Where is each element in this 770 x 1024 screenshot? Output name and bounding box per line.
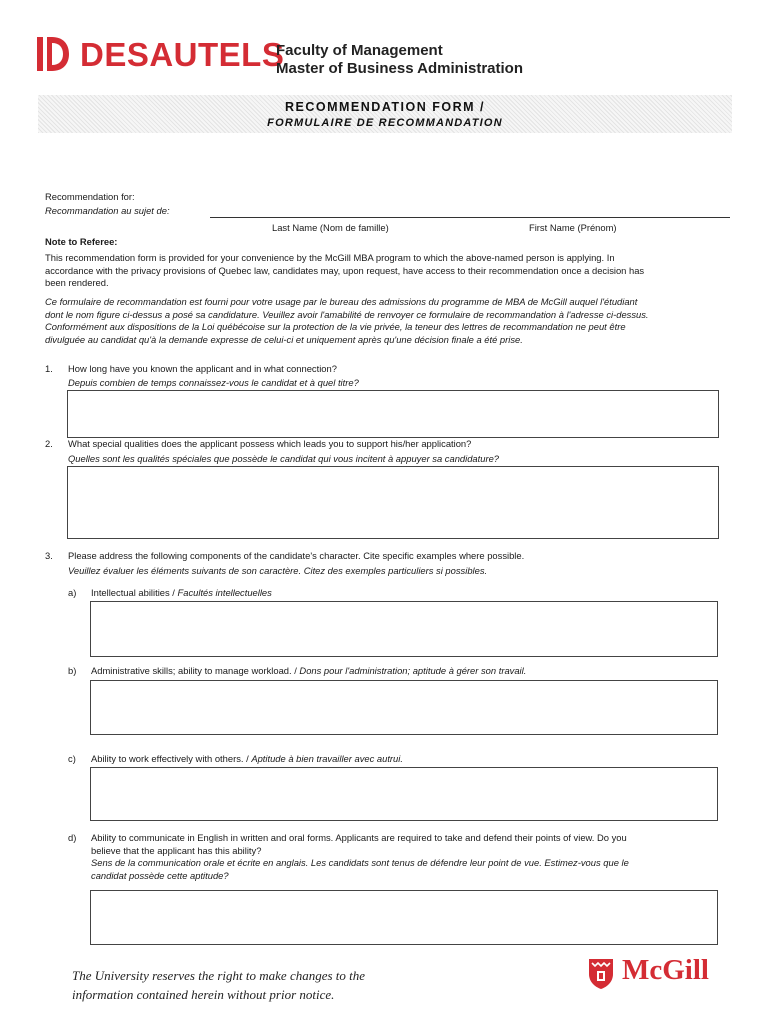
question-3a-en: Intellectual abilities / (91, 587, 178, 598)
question-3d-fr-line: Sens de la communication orale et écrite en anglais. Les candidats sont tenus de défendre leur point de vue. Estimez-vous que le (91, 857, 629, 868)
question-3d-text (91, 832, 731, 882)
question-3c-fr: Aptitude à bien travailler avec autrui. (251, 753, 403, 764)
note-en-line: accordance with the privacy provisions of Quebec law, candidates may, upon request, have access to their recommendation once a decision has (45, 264, 645, 276)
last-name-field[interactable] (210, 217, 460, 218)
last-name-label: Last Name (Nom de famille) (272, 222, 389, 233)
note-fr-line: Ce formulaire de recommandation est fourni pour votre usage par le bureau des admissions du programme de MBA de McGill auquel l'étudiant (45, 296, 638, 307)
mcgill-shield-icon (588, 958, 614, 990)
note-fr-line: dont le nom figure ci-dessus a posé sa candidature. Veuillez avoir l'amabilité de renvoyer ce formulaire de recommandation à l'adresse ci-dessus. (45, 308, 649, 320)
question-3a-letter: a) (68, 587, 77, 598)
note-fr-line: Conformément aux dispositions de la Loi québécoise sur la protection de la vie privée, la teneur des lettres de recommandation ne peut être (45, 321, 626, 332)
question-2-text-fr: Quelles sont les qualités spéciales que possède le candidat qui vous incitent à appuyer sa candidature? (68, 453, 500, 464)
first-name-field[interactable] (460, 217, 730, 218)
form-title-en: RECOMMENDATION FORM / (284, 100, 485, 114)
question-1-text: How long have you known the applicant and in what connection? (68, 363, 337, 374)
desautels-logo-text: DESAUTELS (80, 36, 285, 73)
question-3b-en: Administrative skills; ability to manage workload. / (91, 665, 300, 676)
question-3-text: Please address the following components of the candidate's character. Cite specific examples where possible. (68, 550, 525, 561)
recommendation-for-label-fr: Recommandation au sujet de: (45, 205, 170, 216)
note-en-line: been rendered. (45, 277, 109, 288)
note-fr-line: divulguée au candidat qu'à la demande expresse de celui-ci et uniquement après qu'une décision finale a été prise. (45, 333, 523, 345)
question-3d-fr-line: candidat possède cette aptitude? (91, 869, 229, 881)
footer-disclaimer-line: information contained herein without prior notice. (72, 987, 335, 1002)
note-french (45, 296, 745, 346)
footer-disclaimer (72, 966, 365, 1004)
note-en-line: This recommendation form is provided for your convenience by the McGill MBA program to which the above-named person is applying. In (45, 252, 615, 263)
question-1-answer-box[interactable] (67, 390, 719, 438)
question-3c-answer-box[interactable] (90, 767, 718, 821)
question-2-answer-box[interactable] (67, 466, 719, 539)
question-3a-answer-box[interactable] (90, 601, 718, 657)
question-3-text-fr: Veuillez évaluer les éléments suivants de son caractère. Citez des exemples particuliers si possibles. (68, 565, 488, 576)
question-1-number: 1. (45, 363, 53, 374)
question-3b-fr: Dons pour l'administration; aptitude à gérer son travail. (299, 665, 527, 676)
footer-disclaimer-line: The University reserves the right to make changes to the (72, 968, 366, 983)
question-3b-text (91, 665, 526, 678)
program-name: Master of Business Administration (276, 60, 523, 77)
question-3c-letter: c) (68, 753, 76, 764)
question-3-number: 3. (45, 550, 53, 561)
note-english (45, 252, 735, 290)
note-heading: Note to Referee: (45, 236, 118, 247)
question-3c-text (91, 753, 403, 766)
question-2-number: 2. (45, 438, 53, 449)
question-3b-answer-box[interactable] (90, 680, 718, 735)
form-title-fr: FORMULAIRE DE RECOMMANDATION (267, 117, 503, 129)
form-title-banner (38, 95, 732, 133)
question-3b-letter: b) (68, 665, 77, 676)
question-1-text-fr: Depuis combien de temps connaissez-vous le candidat et à quel titre? (68, 377, 359, 388)
question-3c-en: Ability to work effectively with others. / (91, 753, 252, 764)
desautels-logo-icon (36, 34, 70, 74)
question-2-text: What special qualities does the applicant possess which leads you to support his/her application? (68, 438, 472, 449)
question-3d-letter: d) (68, 832, 77, 843)
recommendation-for-label: Recommendation for: (45, 191, 135, 202)
question-3d-en-line: believe that the applicant has this ability? (91, 844, 262, 856)
question-3d-answer-box[interactable] (90, 890, 718, 945)
question-3a-fr: Facultés intellectuelles (177, 587, 272, 598)
question-3a-text (91, 587, 272, 600)
first-name-label: First Name (Prénom) (529, 222, 617, 233)
question-3d-en-line: Ability to communicate in English in written and oral forms. Applicants are required to take and defend their points of view. Do you (91, 832, 627, 843)
faculty-name: Faculty of Management (276, 42, 443, 59)
mcgill-logo-text: McGill (622, 954, 709, 986)
